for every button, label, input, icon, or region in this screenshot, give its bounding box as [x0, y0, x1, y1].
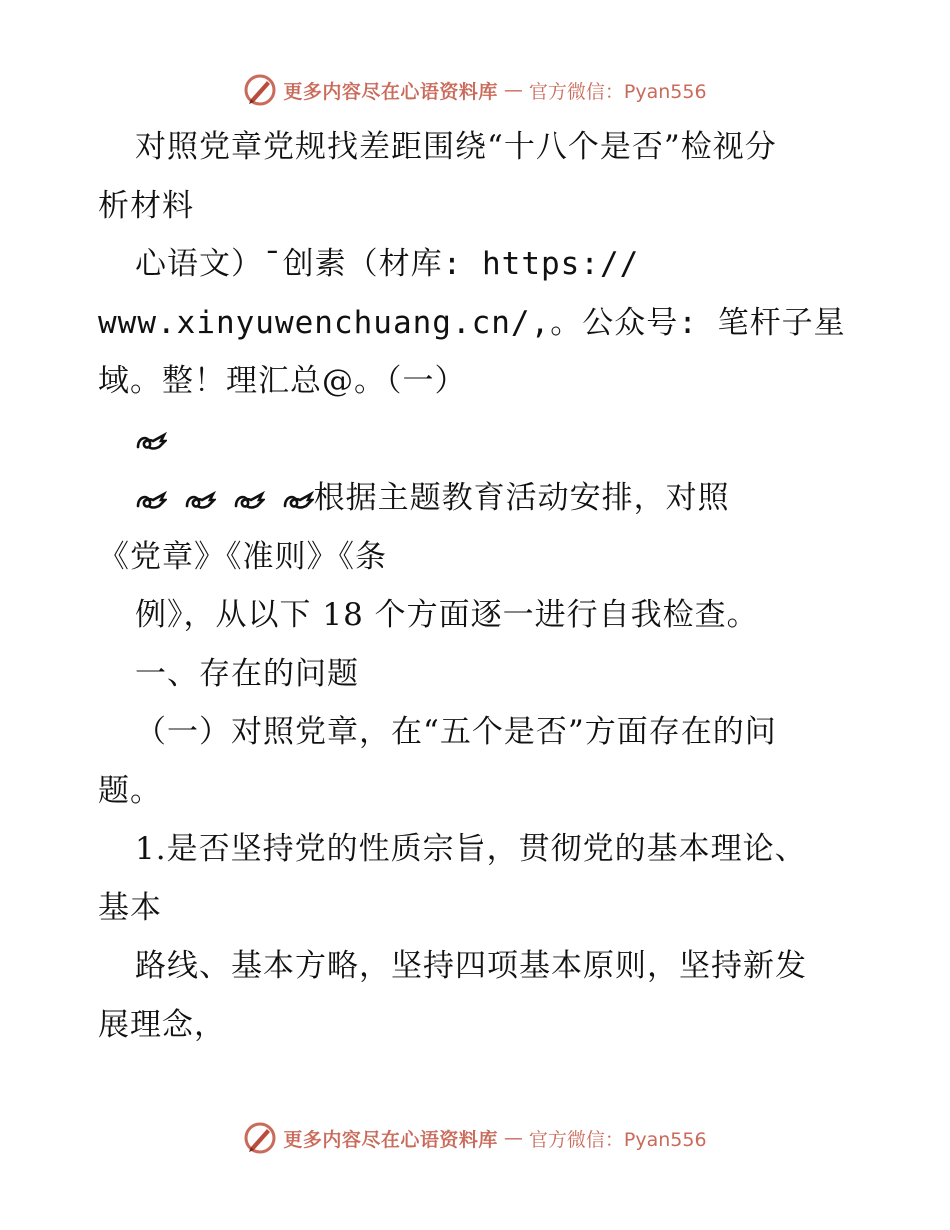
- source-line-3: 域。整！理汇总@。（一）: [98, 363, 467, 399]
- watermark-wechat: 官方微信：Pyan556: [528, 1128, 707, 1151]
- footer-watermark: [0, 1118, 950, 1158]
- subsection-heading-line-1: （一）对照党章，在“五个是否”方面存在的问: [135, 714, 777, 750]
- intro-line-1: [98, 469, 858, 528]
- flourish-icon: [184, 488, 216, 512]
- item-1-line-3: 路线、基本方略，坚持四项基本原则，坚持新发: [135, 948, 807, 984]
- intro-line-2: 《党章》《准则》《条: [98, 538, 387, 575]
- watermark-separator: —: [503, 1127, 523, 1149]
- document-body: [98, 118, 858, 1054]
- section-heading: 一、存在的问题: [135, 655, 359, 692]
- pen-logo-icon: [243, 1121, 277, 1155]
- pen-logo-icon: [243, 73, 277, 107]
- item-1-line-4: 展理念，: [98, 1006, 226, 1043]
- watermark-text: 更多内容尽在心语资料库: [283, 1128, 498, 1151]
- intro-line-3: 例》，从以下 18 个方面逐一进行自我检查。: [135, 597, 759, 633]
- intro-line-1-text: 根据主题教育活动安排，对照: [313, 480, 730, 516]
- watermark-wechat: 官方微信：Pyan556: [528, 80, 707, 103]
- item-1-line-1: 1.是否坚持党的性质宗旨，贯彻党的基本理论、: [135, 831, 807, 867]
- header-watermark: [0, 70, 950, 110]
- title-line-2: 析材料: [98, 187, 194, 224]
- flourish-icon: [233, 488, 265, 512]
- flourish-icon: [282, 488, 314, 512]
- source-line-2: www.xinyuwenchuang.cn/,。公众号: 笔杆子星: [98, 304, 846, 341]
- watermark-text: 更多内容尽在心语资料库: [283, 80, 498, 103]
- flourish-line: [98, 411, 858, 470]
- flourish-icon: [135, 488, 167, 512]
- watermark-separator: —: [503, 79, 523, 101]
- item-1-line-2: 基本: [98, 889, 162, 926]
- subsection-heading-line-2: 题。: [98, 772, 162, 809]
- flourish-icon: [135, 429, 167, 453]
- source-line-1: 心语文）¯创素（材库: https://: [135, 246, 640, 282]
- title-line-1: 对照党章党规找差距围绕“十八个是否”检视分: [135, 129, 777, 165]
